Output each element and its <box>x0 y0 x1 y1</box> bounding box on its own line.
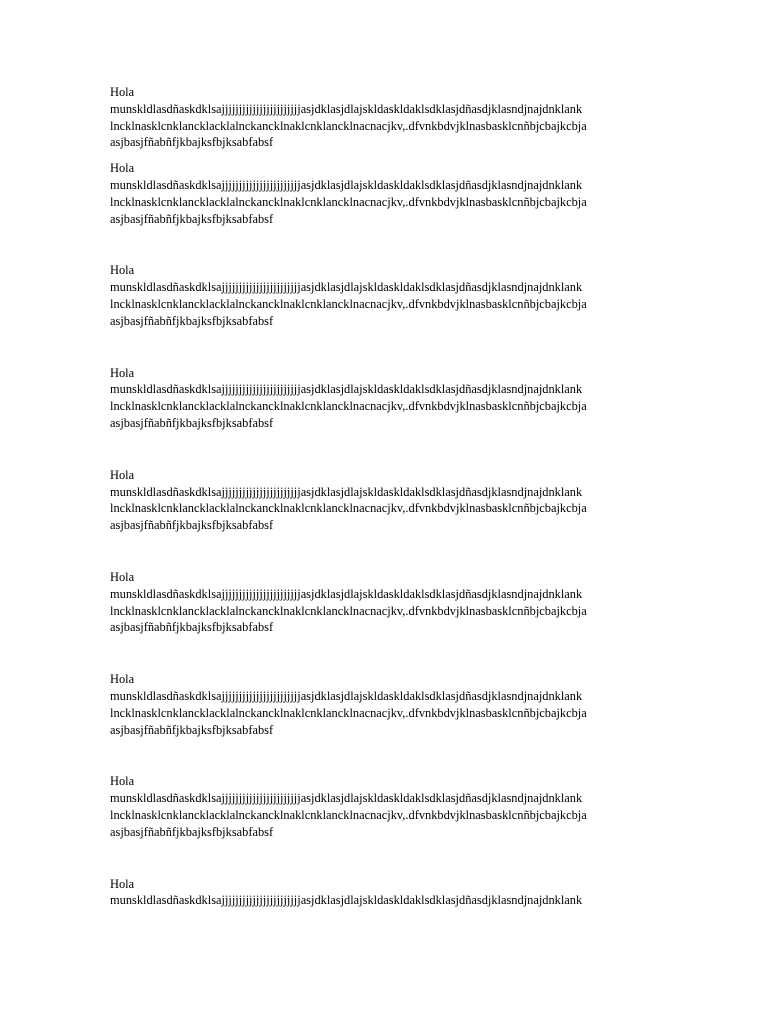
paragraph-line: munskldlasdñaskdklsajjjjjjjjjjjjjjjjjjjjjjjasjdklasjdlajskldaskldaklsdklasjdñasdjklasndjnajdnklank <box>110 177 583 192</box>
paragraph-line: asjbasjfñabñfjkbajksfbjksabfabsf <box>110 518 274 533</box>
paragraph-line: lncklnasklcnklancklacklalnckancklnaklcnklancklnacnacjkv,.dfvnkbdvjklnasbasklcnñbjcbajkcbja <box>110 118 587 133</box>
paragraph <box>110 671 670 738</box>
paragraph-heading: Hola <box>110 672 135 687</box>
paragraph-line: munskldlasdñaskdklsajjjjjjjjjjjjjjjjjjjjjjjasjdklasjdlajskldaskldaklsdklasjdñasdjklasndjnajdnklank <box>110 280 583 295</box>
paragraph-line: munskldlasdñaskdklsajjjjjjjjjjjjjjjjjjjjjjjasjdklasjdlajskldaskldaklsdklasjdñasdjklasndjnajdnklank <box>110 484 583 499</box>
paragraph-line: asjbasjfñabñfjkbajksfbjksabfabsf <box>110 313 274 328</box>
paragraph-line: munskldlasdñaskdklsajjjjjjjjjjjjjjjjjjjjjjjasjdklasjdlajskldaskldaklsdklasjdñasdjklasndjnajdnklank <box>110 101 583 116</box>
paragraph-line: asjbasjfñabñfjkbajksfbjksabfabsf <box>110 135 274 150</box>
paragraph-line: munskldlasdñaskdklsajjjjjjjjjjjjjjjjjjjjjjjasjdklasjdlajskldaskldaklsdklasjdñasdjklasndjnajdnklank <box>110 586 583 601</box>
paragraph <box>110 365 670 432</box>
paragraph-line: munskldlasdñaskdklsajjjjjjjjjjjjjjjjjjjjjjjasjdklasjdlajskldaskldaklsdklasjdñasdjklasndjnajdnklank <box>110 382 583 397</box>
paragraph <box>110 569 670 636</box>
paragraph-line: lncklnasklcnklancklacklalnckancklnaklcnklancklnacnacjkv,.dfvnkbdvjklnasbasklcnñbjcbajkcbja <box>110 194 587 209</box>
paragraph-line: lncklnasklcnklancklacklalnckancklnaklcnklancklnacnacjkv,.dfvnkbdvjklnasbasklcnñbjcbajkcbja <box>110 296 587 311</box>
paragraph <box>110 262 670 329</box>
paragraph-heading: Hola <box>110 161 135 176</box>
paragraph-heading: Hola <box>110 263 135 278</box>
paragraph-line: asjbasjfñabñfjkbajksfbjksabfabsf <box>110 620 274 635</box>
paragraph-line: asjbasjfñabñfjkbajksfbjksabfabsf <box>110 415 274 430</box>
paragraph-line: asjbasjfñabñfjkbajksfbjksabfabsf <box>110 824 274 839</box>
paragraph-line: asjbasjfñabñfjkbajksfbjksabfabsf <box>110 722 274 737</box>
paragraph <box>110 467 670 534</box>
paragraph <box>110 876 670 910</box>
paragraph-line: munskldlasdñaskdklsajjjjjjjjjjjjjjjjjjjjjjjasjdklasjdlajskldaskldaklsdklasjdñasdjklasndjnajdnklank <box>110 791 583 806</box>
paragraph-line: lncklnasklcnklancklacklalnckancklnaklcnklancklnacnacjkv,.dfvnkbdvjklnasbasklcnñbjcbajkcbja <box>110 399 587 414</box>
paragraph-line: lncklnasklcnklancklacklalnckancklnaklcnklancklnacnacjkv,.dfvnkbdvjklnasbasklcnñbjcbajkcbja <box>110 501 587 516</box>
document-body <box>110 84 670 909</box>
paragraph-line: lncklnasklcnklancklacklalnckancklnaklcnklancklnacnacjkv,.dfvnkbdvjklnasbasklcnñbjcbajkcbja <box>110 807 587 822</box>
paragraph <box>110 160 670 227</box>
paragraph-line: munskldlasdñaskdklsajjjjjjjjjjjjjjjjjjjjjjjasjdklasjdlajskldaskldaklsdklasjdñasdjklasndjnajdnklank <box>110 688 583 703</box>
paragraph-heading: Hola <box>110 467 135 482</box>
paragraph-heading: Hola <box>110 365 135 380</box>
paragraph <box>110 84 670 151</box>
paragraph-line: asjbasjfñabñfjkbajksfbjksabfabsf <box>110 211 274 226</box>
paragraph-line: lncklnasklcnklancklacklalnckancklnaklcnklancklnacnacjkv,.dfvnkbdvjklnasbasklcnñbjcbajkcbja <box>110 705 587 720</box>
paragraph-line: munskldlasdñaskdklsajjjjjjjjjjjjjjjjjjjjjjjasjdklasjdlajskldaskldaklsdklasjdñasdjklasndjnajdnklank <box>110 893 583 908</box>
paragraph <box>110 773 670 840</box>
paragraph-heading: Hola <box>110 876 135 891</box>
paragraph-heading: Hola <box>110 774 135 789</box>
paragraph-line: lncklnasklcnklancklacklalnckancklnaklcnklancklnacnacjkv,.dfvnkbdvjklnasbasklcnñbjcbajkcbja <box>110 603 587 618</box>
paragraph-heading: Hola <box>110 85 135 99</box>
paragraph-heading: Hola <box>110 569 135 584</box>
